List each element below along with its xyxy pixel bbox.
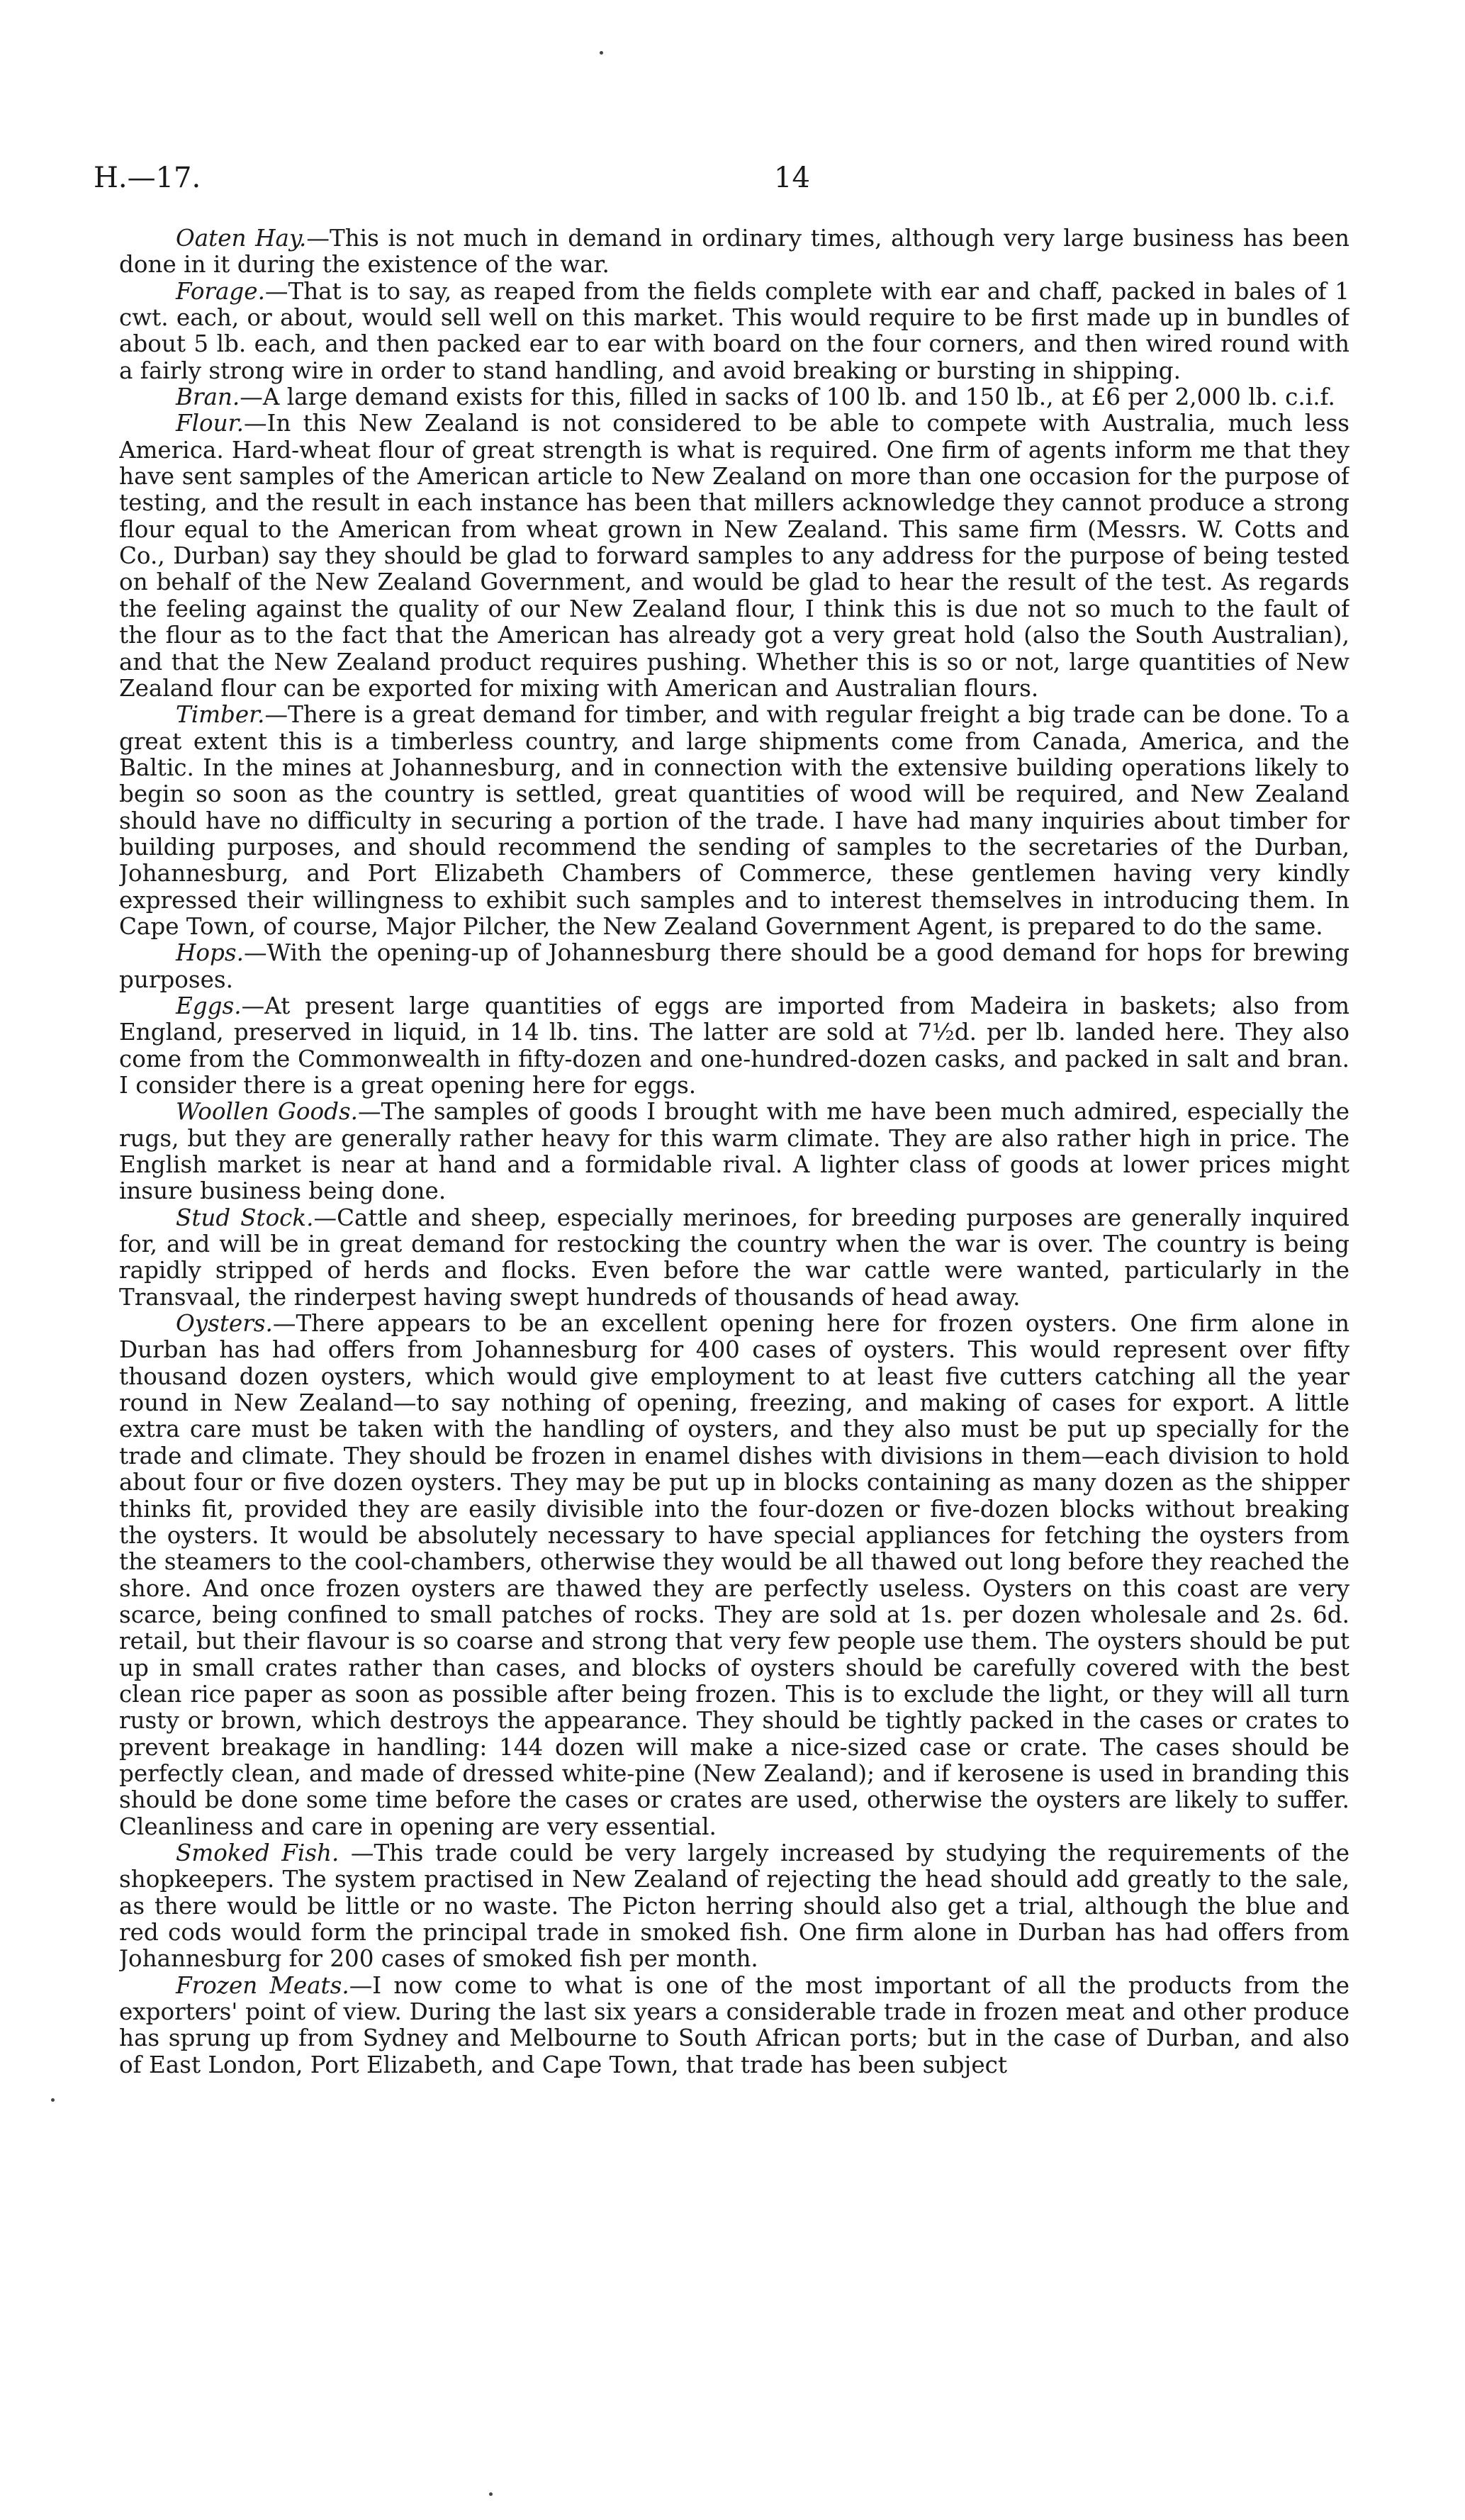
- paragraph-text: —A large demand exists for this, filled in sacks of 100 lb. and 150 lb., at £6 per 2,000 lb. c.i.f.: [240, 383, 1335, 411]
- paragraph-text: —This is not much in demand in ordinary times, although very large business has been done in it during the existence of the war.: [119, 225, 1349, 279]
- paragraph-hops: [119, 940, 1349, 993]
- paragraph-oaten-hay: [119, 225, 1349, 279]
- paragraph-text: —That is to say, as reaped from the fields complete with ear and chaff, packed in bales of 1 cwt. each, or about, would sell well on this market. This would require to be first made up in bundles of about 5 lb. each, and then packed ear to ear with board on the four corners, and then wired round with a fairly strong wire in order to stand handling, and avoid breaking or bursting in shipping.: [119, 277, 1349, 384]
- paragraph-text: —The samples of goods I brought with me have been much admired, especially the rugs, but they are generally rather heavy for this warm climate. They are also rather high in price. The English market is near at hand and a formidable rival. A lighter class of goods at lower prices might insure business being done.: [119, 1098, 1349, 1205]
- paragraph-forage: [119, 279, 1349, 384]
- paragraph-text: —At present large quantities of eggs are imported from Madeira in baskets; also from England, preserved in liquid, in 14 lb. tins. The latter are sold at 7½d. per lb. landed here. They also come from the Commonwealth in fifty-dozen and one-hundred-dozen casks, and packed in salt and bran. I consider there is a great opening here for eggs.: [119, 992, 1349, 1099]
- paragraph-smoked-fish: [119, 1840, 1349, 1973]
- paragraph-frozen-meats: [119, 1973, 1349, 2078]
- paragraph-flour: [119, 410, 1349, 702]
- scan-speck: [489, 2492, 493, 2496]
- paragraph-text: —This trade could be very largely increased by studying the requirements of the shopkeepers. The system practised in New Zealand of rejecting the head should add greatly to the sale, as there would be little or no waste. The Picton herring should also get a trial, although the blue and red cods would form the principal trade in smoked fish. One firm alone in Durban has had offers from Johannesburg for 200 cases of smoked fish per month.: [119, 1839, 1349, 1973]
- topic-heading: Flour.: [176, 410, 244, 437]
- topic-heading: Woollen Goods.: [176, 1098, 359, 1126]
- document-reference: H.—17.: [94, 162, 201, 194]
- topic-heading: Bran.: [176, 383, 240, 411]
- topic-heading: Stud Stock.: [176, 1204, 314, 1231]
- topic-heading: Smoked Fish.: [176, 1839, 339, 1866]
- paragraph-text: —With the opening-up of Johannesburg there should be a good demand for hops for brewing purposes.: [119, 939, 1349, 993]
- topic-heading: Timber.: [176, 701, 265, 729]
- paragraph-bran: [119, 384, 1349, 410]
- paragraph-text: —There appears to be an excellent opening here for frozen oysters. One firm alone in Durban has had offers from Johannesburg for 400 cases of oysters. This would represent over fifty thousand dozen oysters, which would give employment to at least five cutters catching all the year round in New Zealand—to say nothing of opening, freezing, and making of cases for export. A little extra care must be taken with the handling of oysters, and they also must be put up specially for the trade and climate. They should be frozen in enamel dishes with divisions in them—each division to hold about four or five dozen oysters. They may be put up in blocks containing as many dozen as the shipper thinks fit, provided they are easily divisible into the four-dozen or five-dozen blocks without breaking the oysters. It would be absolutely necessary to have special appliances for fetching the oysters from the steamers to the cool-chambers, otherwise they would be all thawed out long before they reached the shore. And once frozen oysters are thawed they are perfectly useless. Oysters on this coast are very scarce, being confined to small patches of rocks. They are sold at 1s. per dozen wholesale and 2s. 6d. retail, but their flavour is so coarse and strong that very few people use them. The oysters should be put up in small crates rather than cases, and blocks of oysters should be carefully covered with the best clean rice paper as soon as possible after being frozen. This is to exclude the light, or they will all turn rusty or brown, which destroys the appearance. They should be tightly packed in the cases or crates to prevent breakage in handling: 144 dozen will make a nice-sized case or crate. The cases should be perfectly clean, and made of dressed white-pine (New Zealand); and if kerosene is used in branding this should be done some time before the cases or crates are used, otherwise the oysters are likely to suffer. Cleanliness and care in opening are very essential.: [119, 1310, 1349, 1840]
- body-text: [119, 225, 1349, 2458]
- topic-heading: Oysters.: [176, 1310, 273, 1338]
- paragraph-text: —There is a great demand for timber, and with regular freight a big trade can be done. To a great extent this is a timberless country, and large shipments come from Canada, America, and the Baltic. In the mines at Johannesburg, and in connection with the extensive building operations likely to begin so soon as the country is settled, great quantities of wood will be required, and New Zealand should have no difficulty in securing a portion of the trade. I have had many inquiries about timber for building purposes, and should recommend the sending of samples to the secretaries of the Durban, Johannesburg, and Port Elizabeth Chambers of Commerce, these gentlemen having very kindly expressed their willingness to exhibit such samples and to interest themselves in introducing them. In Cape Town, of course, Major Pilcher, the New Zealand Government Agent, is prepared to do the same.: [119, 701, 1349, 940]
- scan-speck: [51, 2098, 55, 2102]
- paragraph-woollen-goods: [119, 1099, 1349, 1204]
- paragraph-text: —In this New Zealand is not considered to be able to compete with Australia, much less America. Hard-wheat flour of great strength is what is required. One firm of agents inform me that they have sent samples of the American article to New Zealand on more than one occasion for the purpose of testing, and the result in each instance has been that millers acknowledge they cannot produce a strong flour equal to the American from wheat grown in New Zealand. This same firm (Messrs. W. Cotts and Co., Durban) say they should be glad to forward samples to any address for the purpose of being tested on behalf of the New Zealand Government, and would be glad to hear the result of the test. As regards the feeling against the quality of our New Zealand flour, I think this is due not so much to the fault of the flour as to the fact that the American has already got a very great hold (also the South Australian), and that the New Zealand product requires pushing. Whether this is so or not, large quantities of New Zealand flour can be exported for mixing with American and Australian flours.: [119, 410, 1349, 702]
- topic-heading: Hops.: [176, 939, 244, 967]
- paragraph-eggs: [119, 993, 1349, 1099]
- scan-speck: [600, 51, 603, 55]
- topic-heading: Eggs.: [176, 992, 242, 1019]
- paragraph-oysters: [119, 1311, 1349, 1840]
- paragraph-timber: [119, 702, 1349, 940]
- page-number: 14: [774, 162, 810, 194]
- topic-heading: Frozen Meats.: [176, 1971, 349, 1999]
- paragraph-text: —I now come to what is one of the most important of all the products from the exporters' point of view. During the last six years a considerable trade in frozen meat and other produce has sprung up from Sydney and Melbourne to South African ports; but in the case of Durban, and also of East London, Port Elizabeth, and Cape Town, that trade has been subject: [119, 1971, 1349, 2078]
- topic-heading: Forage.: [176, 277, 265, 305]
- paragraph-stud-stock: [119, 1205, 1349, 1311]
- topic-heading: Oaten Hay.: [176, 225, 307, 252]
- page-header: [94, 162, 1371, 204]
- paragraph-text: —Cattle and sheep, especially merinoes, for breeding purposes are generally inquired for, and will be in great demand for restocking the country when the war is over. The country is being rapidly stripped of herds and flocks. Even before the war cattle were wanted, particularly in the Transvaal, the rinderpest having swept hundreds of thousands of head away.: [119, 1204, 1349, 1311]
